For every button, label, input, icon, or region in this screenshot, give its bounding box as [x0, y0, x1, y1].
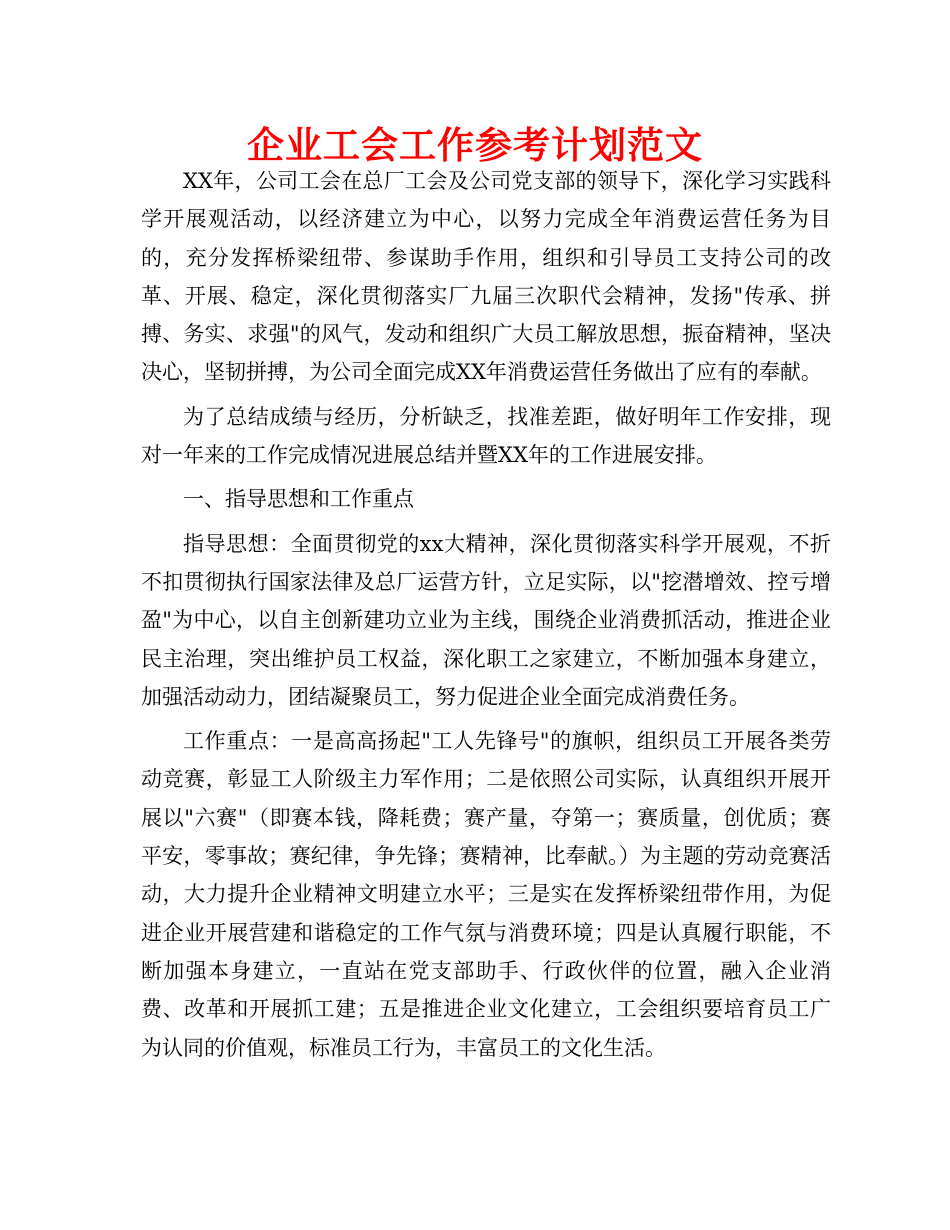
section-heading: 一、指导思想和工作重点 — [183, 487, 414, 512]
paragraph-guiding-thought: 指导思想：全面贯彻党的xx大精神，深化贯彻落实科学开展观，不折不扣贯彻执行国家法律及总厂运营方针，立足实际，以"挖潜增效、控亏增盈"为中心，以自主创新建功立业为主线，围绕企业消费抓活动，推进企业民主治理，突出维护员工权益，深化职工之家建立，不断加强本身建立，加强活动动力，团结凝聚员工，努力促进企业全面完成消费任务。 — [141, 531, 831, 709]
paragraph-work-focus: 工作重点：一是高高扬起"工人先锋号"的旗帜，组织员工开展各类劳动竞赛，彰显工人阶级主力军作用；二是依照公司实际，认真组织开展开展以"六赛"（即赛本钱，降耗费；赛产量，夺第一；赛质量，创优质；赛平安，零事故；赛纪律，争先锋；赛精神，比奉献。）为主题的劳动竞赛活动，大力提升企业精神文明建立水平；三是实在发挥桥梁纽带作用，为促进企业开展营建和谐稳定的工作气氛与消费环境；四是认真履行职能，不断加强本身建立，一直站在党支部助手、行政伙伴的位置，融入企业消费、改革和开展抓工建；五是推进企业文化建立，工会组织要培育员工广为认同的价值观，标准员工行为，丰富员工的文化生活。 — [141, 729, 831, 1060]
document-title: 企业工会工作参考计划范文 — [247, 124, 703, 167]
paragraph-intro: XX年，公司工会在总厂工会及公司党支部的领导下，深化学习实践科学开展观活动，以经济建立为中心，以努力完成全年消费运营任务为目的，充分发挥桥梁纽带、参谋助手作用，组织和引导员工支持公司的改革、开展、稳定，深化贯彻落实厂九届三次职代会精神，发扬"传承、拼搏、务实、求强"的风气，发动和组织广大员工解放思想，振奋精神，坚决决心，坚韧拼搏，为公司全面完成XX年消费运营任务做出了应有的奉献。 — [141, 169, 831, 385]
paragraph-summary-purpose: 为了总结成绩与经历，分析缺乏，找准差距，做好明年工作安排，现对一年来的工作完成情况进展总结并暨XX年的工作进展安排。 — [141, 404, 831, 468]
document-body — [141, 162, 831, 1073]
